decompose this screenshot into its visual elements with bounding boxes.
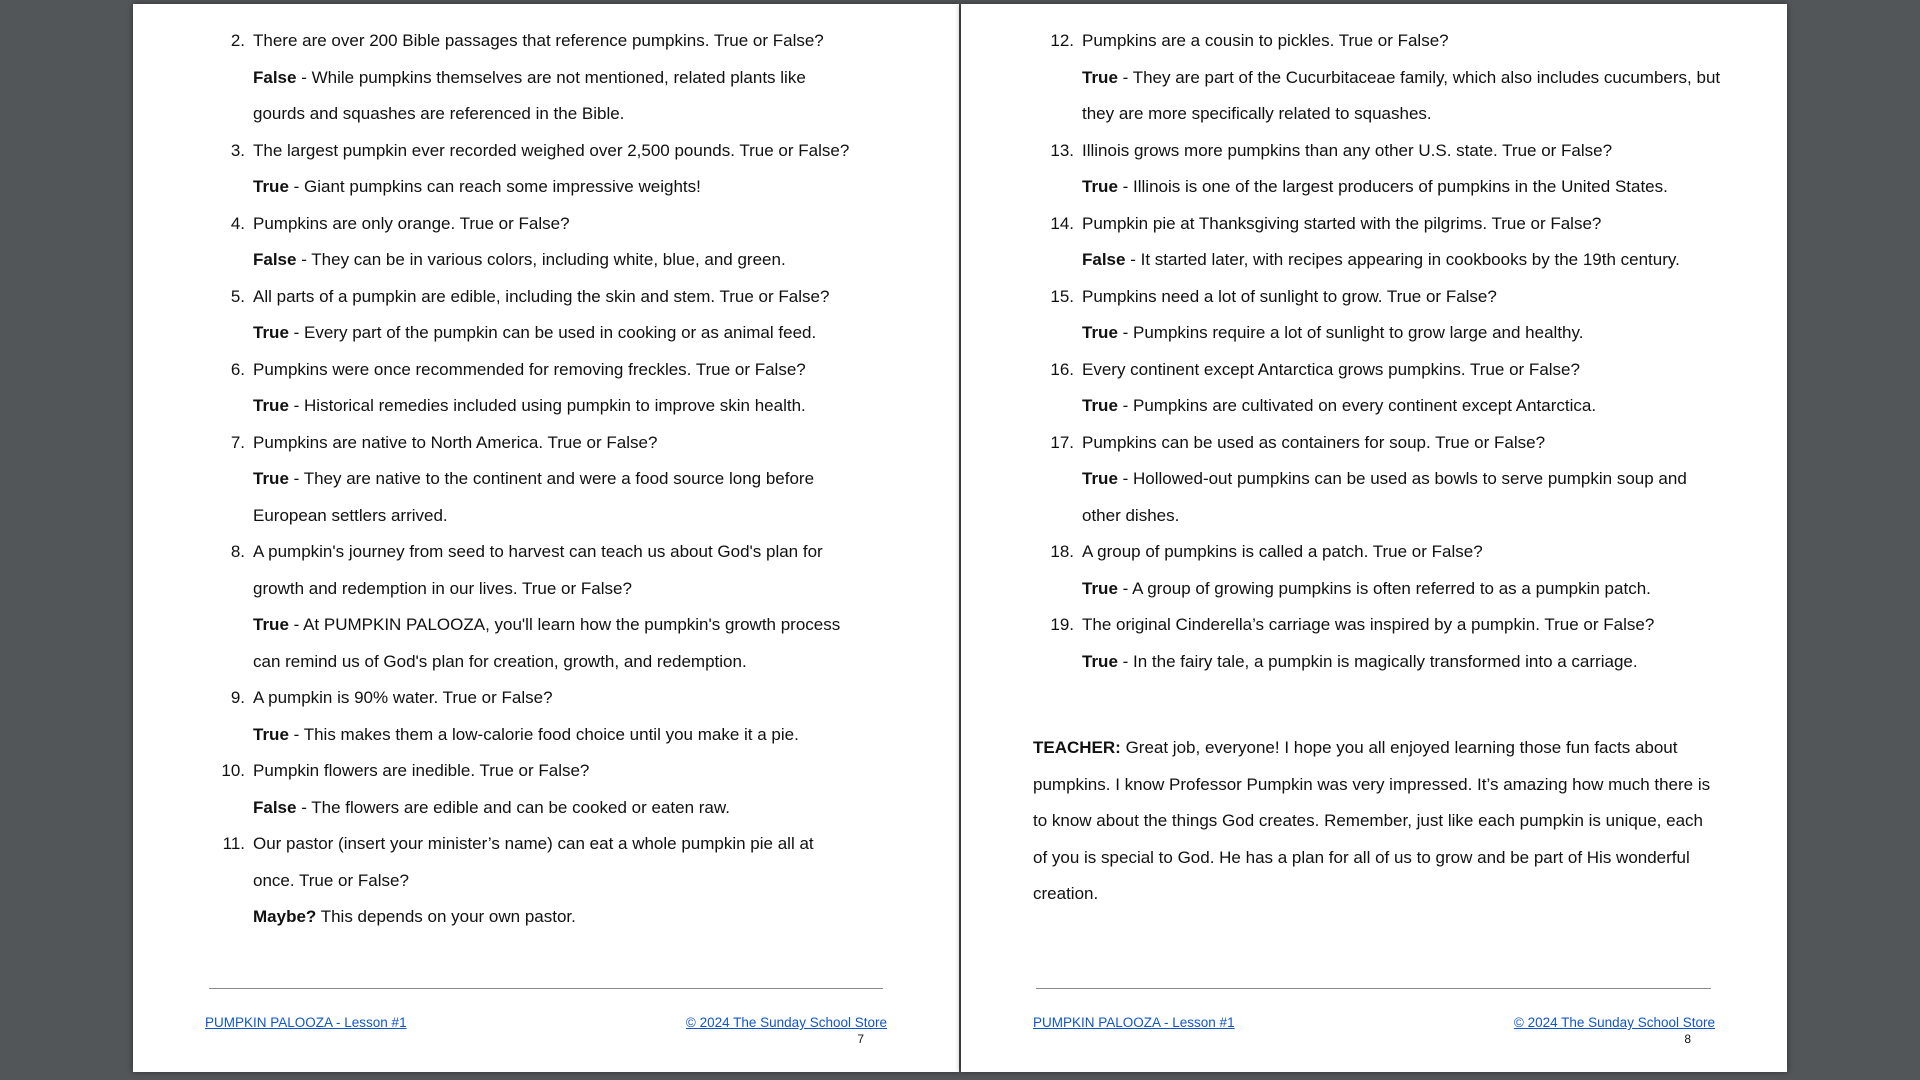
teacher-text: Great job, everyone! I hope you all enjoyed learning those fun facts about pumpkins. I know Professor Pumpkin was very impressed. It’s amazing how much there is to know about the things God creates. Remember, just like each pumpkin is unique, each of you is special to God. He has a plan for all of us to grow and be part of His wonderful creation.	[1033, 738, 1711, 903]
answer-label: True	[253, 323, 289, 342]
answer	[253, 790, 853, 827]
answer	[1082, 461, 1722, 534]
answer-label: False	[253, 67, 297, 87]
question-item	[133, 352, 853, 425]
question-number: 12.	[1050, 31, 1074, 50]
answer	[253, 461, 853, 534]
answer	[253, 169, 853, 206]
answer	[253, 607, 853, 680]
answer-label: True	[253, 615, 289, 634]
question-item	[961, 534, 1722, 607]
question-text: A pumpkin's journey from seed to harvest can teach us about God's plan for growth and redemption in our lives. True or False?	[253, 542, 823, 598]
question-item	[133, 534, 853, 680]
question-text: Illinois grows more pumpkins than any other U.S. state. True or False?	[1082, 140, 1613, 160]
question-item	[961, 133, 1722, 206]
answer-label: True	[253, 396, 289, 415]
question-text: Pumpkins can be used as containers for soup. True or False?	[1082, 432, 1546, 452]
answer	[1082, 169, 1722, 206]
answer-explanation: - It started later, with recipes appearing in cookbooks by the 19th century.	[1125, 250, 1680, 269]
answer-explanation: - A group of growing pumpkins is often referred to as a pumpkin patch.	[1117, 578, 1651, 598]
question-number: 14.	[1050, 213, 1074, 233]
question-number: 6.	[230, 359, 245, 379]
answer-explanation: - Every part of the pumpkin can be used in cooking or as animal feed.	[288, 323, 817, 342]
question-text: A group of pumpkins is called a patch. True or False?	[1082, 542, 1483, 561]
question-list	[133, 4, 959, 936]
footer-copyright-link[interactable]: © 2024 The Sunday School Store	[1513, 1015, 1715, 1030]
question-item	[961, 607, 1722, 680]
question-text: There are over 200 Bible passages that reference pumpkins. True or False?	[253, 31, 824, 50]
footer-copyright-link[interactable]: © 2024 The Sunday School Store	[685, 1015, 887, 1030]
question-number: 11.	[222, 834, 245, 853]
question-item	[961, 23, 1722, 133]
question-text: The original Cinderella’s carriage was inspired by a pumpkin. True or False?	[1082, 615, 1655, 634]
question-number: 18.	[1050, 542, 1074, 561]
answer	[1082, 388, 1722, 425]
answer-explanation: - Historical remedies included using pumpkin to improve skin health.	[288, 396, 806, 415]
answer-explanation: This depends on your own pastor.	[316, 907, 576, 926]
answer-label: False	[253, 250, 297, 269]
teacher-paragraph	[1033, 730, 1713, 913]
answer-explanation: - In the fairy tale, a pumpkin is magically transformed into a carriage.	[1117, 651, 1638, 671]
answer-label: False	[253, 797, 297, 817]
question-number: 17.	[1050, 432, 1074, 452]
answer-explanation: - Pumpkins require a lot of sunlight to grow large and healthy.	[1117, 323, 1584, 342]
question-number: 19.	[1050, 615, 1074, 634]
answer-label: Maybe?	[253, 907, 317, 926]
document-page-8	[961, 4, 1787, 1072]
answer-explanation: - They are part of the Cucurbitaceae family, which also includes cucumbers, but they are more specifically related to squashes.	[1082, 67, 1721, 123]
question-item	[961, 279, 1722, 352]
answer	[253, 899, 853, 936]
question-text: The largest pumpkin ever recorded weighed over 2,500 pounds. True or False?	[253, 140, 850, 160]
teacher-label: TEACHER:	[1033, 738, 1121, 757]
footer-divider	[1036, 988, 1711, 989]
question-number: 8.	[230, 542, 245, 561]
question-item	[961, 206, 1722, 279]
answer	[1082, 60, 1722, 133]
question-number: 10.	[221, 761, 245, 780]
question-text: Pumpkin flowers are inedible. True or False?	[253, 761, 590, 780]
question-number: 2.	[230, 31, 245, 50]
answer	[1082, 242, 1722, 279]
question-item	[133, 680, 853, 753]
answer	[1082, 571, 1722, 608]
answer	[253, 388, 853, 425]
question-text: Pumpkins are only orange. True or False?	[253, 213, 570, 233]
answer-explanation: - Hollowed-out pumpkins can be used as bowls to serve pumpkin soup and other dishes.	[1082, 469, 1687, 525]
question-number: 13.	[1050, 140, 1074, 160]
answer-label: True	[1082, 578, 1118, 598]
question-text: All parts of a pumpkin are edible, including the skin and stem. True or False?	[253, 286, 830, 306]
question-number: 4.	[230, 213, 245, 233]
footer-divider	[209, 988, 883, 989]
answer-label: True	[1082, 323, 1118, 342]
answer-explanation: - They are native to the continent and were a food source long before European settlers arrived.	[253, 469, 815, 525]
question-text: Every continent except Antarctica grows pumpkins. True or False?	[1082, 359, 1580, 379]
answer-explanation: - They can be in various colors, including white, blue, and green.	[296, 250, 786, 269]
question-number: 5.	[230, 286, 245, 306]
answer-label: True	[253, 177, 289, 196]
answer-label: True	[253, 724, 289, 744]
question-text: Pumpkins were once recommended for removing freckles. True or False?	[253, 359, 806, 379]
answer-label: True	[1082, 651, 1118, 671]
answer	[253, 315, 853, 352]
answer	[253, 60, 853, 133]
answer-explanation: - Pumpkins are cultivated on every continent except Antarctica.	[1117, 396, 1597, 415]
answer-label: True	[253, 469, 289, 488]
answer-explanation: - At PUMPKIN PALOOZA, you'll learn how the pumpkin's growth process can remind us of God's plan for creation, growth, and redemption.	[253, 615, 841, 671]
answer-label: False	[1082, 250, 1126, 269]
answer	[1082, 644, 1722, 681]
question-item	[133, 23, 853, 133]
question-number: 7.	[230, 432, 245, 452]
answer-explanation: - Illinois is one of the largest producers of pumpkins in the United States.	[1117, 177, 1668, 196]
question-item	[133, 279, 853, 352]
question-text: Pumpkins are native to North America. True or False?	[253, 432, 658, 452]
question-item	[961, 352, 1722, 425]
answer-explanation: - The flowers are edible and can be cooked or eaten raw.	[296, 797, 730, 817]
footer-lesson-link[interactable]: PUMPKIN PALOOZA - Lesson #1	[1033, 1015, 1235, 1030]
answer	[1082, 315, 1722, 352]
question-item	[961, 425, 1722, 535]
question-item	[133, 753, 853, 826]
footer-lesson-link[interactable]: PUMPKIN PALOOZA - Lesson #1	[205, 1015, 407, 1030]
question-item	[133, 133, 853, 206]
page-number: 8	[1684, 1032, 1691, 1046]
question-item	[133, 425, 853, 535]
question-number: 3.	[230, 140, 245, 160]
question-number: 15.	[1050, 286, 1074, 306]
page-number: 7	[857, 1032, 864, 1046]
question-number: 9.	[230, 688, 245, 707]
answer-label: True	[1082, 177, 1118, 196]
question-item	[133, 826, 853, 936]
question-text: Our pastor (insert your minister’s name) can eat a whole pumpkin pie all at once. True or False?	[253, 834, 814, 890]
question-text: A pumpkin is 90% water. True or False?	[253, 688, 553, 707]
answer-label: True	[1082, 67, 1118, 87]
question-item	[133, 206, 853, 279]
answer	[253, 717, 853, 754]
answer-label: True	[1082, 469, 1118, 488]
question-text: Pumpkins need a lot of sunlight to grow. True or False?	[1082, 286, 1497, 306]
answer-explanation: - While pumpkins themselves are not mentioned, related plants like gourds and squashes are referenced in the Bible.	[253, 67, 806, 123]
answer-label: True	[1082, 396, 1118, 415]
question-number: 16.	[1050, 359, 1074, 379]
question-list	[961, 4, 1787, 680]
document-page-7	[133, 4, 959, 1072]
question-text: Pumpkins are a cousin to pickles. True or False?	[1082, 31, 1449, 50]
answer-explanation: - Giant pumpkins can reach some impressive weights!	[288, 177, 701, 196]
answer-explanation: - This makes them a low-calorie food choice until you make it a pie.	[288, 724, 799, 744]
question-text: Pumpkin pie at Thanksgiving started with the pilgrims. True or False?	[1082, 213, 1602, 233]
answer	[253, 242, 853, 279]
